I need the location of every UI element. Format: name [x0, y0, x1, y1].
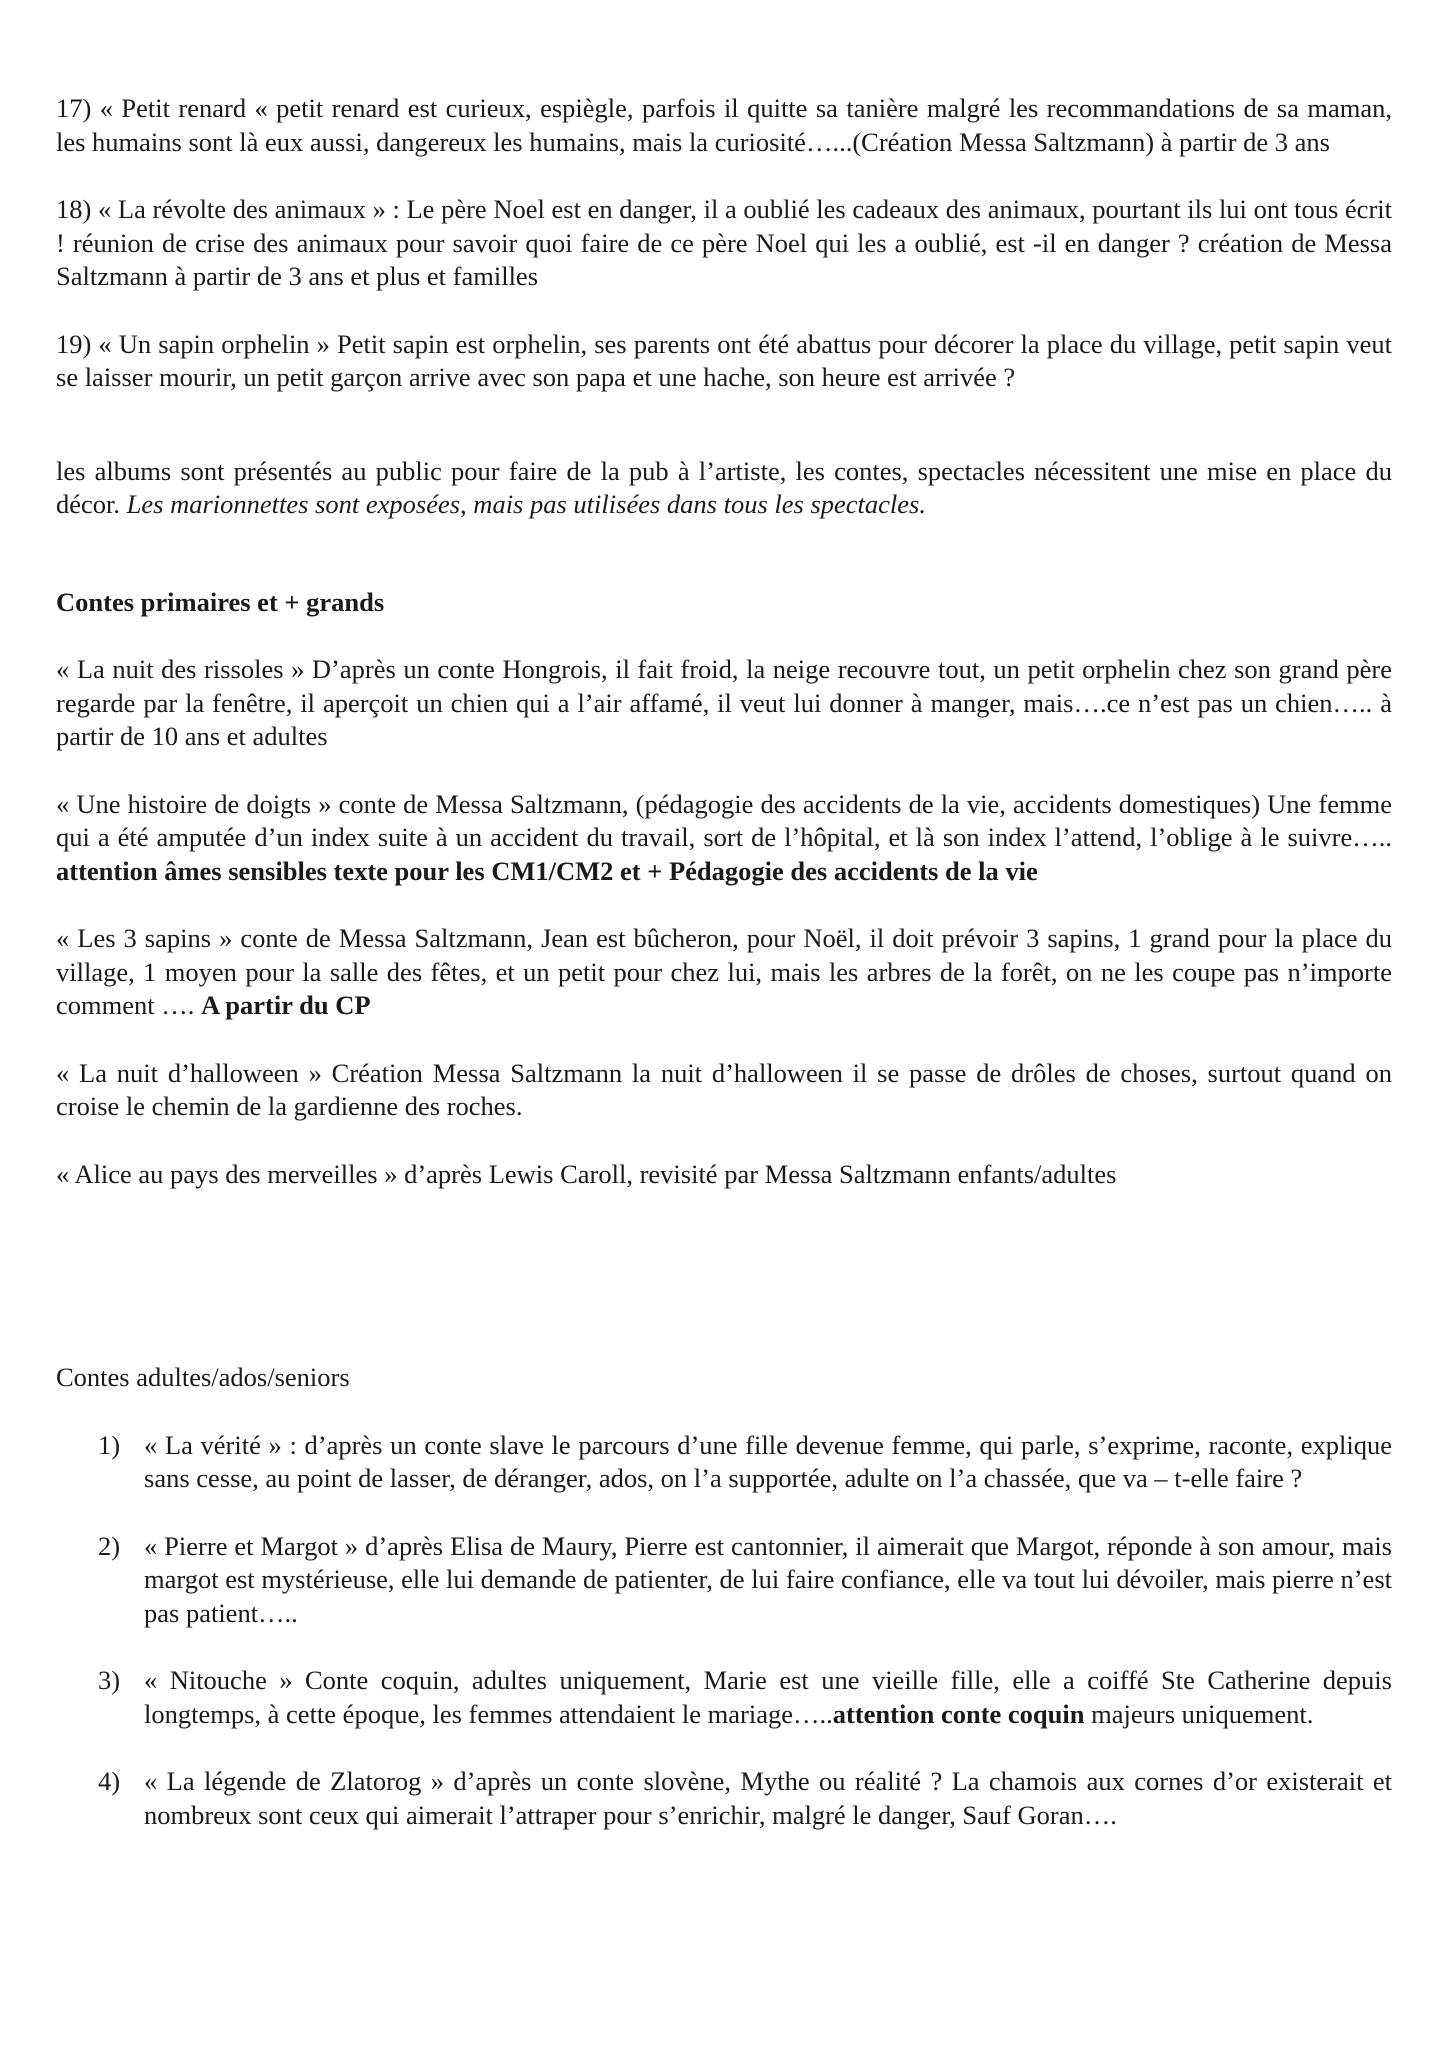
list-item: [56, 1765, 1392, 1832]
list-number: 1): [98, 1429, 121, 1460]
story-item-18: 18) « La révolte des animaux » : Le père Noel est en danger, il a oublié les cadeaux des animaux, pourtant ils lui ont tous écrit ! réunion de crise des animaux pour savoir quoi faire de ce père Noel qui les a oublié, est -il en danger ? création de Messa Saltzmann à partir de 3 ans et plus et familles: [56, 194, 1392, 291]
tale-tail: majeurs uniquement.: [1084, 1698, 1314, 1729]
tale-text: « Les 3 sapins » conte de Messa Saltzmann, Jean est bûcheron, pour Noël, il doit prévoir 3 sapins, 1 grand pour la place du village, 1 moyen pour la salle des fêtes, et un petit pour chez lui, mais les arbres de la forêt, on ne les coupe pas n’importe comment ….: [56, 923, 1392, 1020]
albums-note: [56, 455, 1392, 522]
story-item-17: 17) « Petit renard « petit renard est curieux, espiègle, parfois il quitte sa tanière malgré les recommandations de sa maman, les humains sont là eux aussi, dangereux les humains, mais la curiosité…...(Création Messa Saltzmann) à partir de 3 ans: [56, 93, 1392, 157]
list-number: 4): [98, 1766, 121, 1796]
tale-text: « Une histoire de doigts » conte de Messa Saltzmann, (pédagogie des accidents de la vie, accidents domestiques) Une femme qui a été amputée d’un index suite à un accident du travail, sort de l’hôpital, et là son index l’attend, l’oblige à le suivre…..: [56, 788, 1392, 852]
tale-text: « La nuit d’halloween » Création Messa Saltzmann la nuit d’halloween il se passe de drôles de choses, surtout quand on croise le chemin de la gardienne des roches.: [56, 1057, 1392, 1121]
tale-warning: attention conte coquin: [832, 1698, 1085, 1729]
tale-alice: [56, 1158, 1392, 1192]
section-heading-primaires: Contes primaires et + grands: [56, 586, 385, 617]
albums-note-text: les albums sont présentés au public pour faire de la pub à l’artiste, les contes, spectacles nécessitent une mise en place du décor.: [56, 455, 1392, 519]
list-item: [56, 1530, 1392, 1631]
tale-rissoles: [56, 653, 1392, 754]
list-item: [56, 1429, 1392, 1496]
document-page: [56, 92, 1392, 1832]
tale-text: « Nitouche » Conte coquin, adultes uniquement, Marie est une vieille fille, elle a coiffé Ste Catherine depuis longtemps, à cette époque, les femmes attendaient le mariage…..: [144, 1665, 1392, 1729]
tale-warning: attention âmes sensibles texte pour les CM1/CM2 et + Pédagogie des accidents de la vie: [56, 855, 1038, 886]
tale-age: A partir du CP: [201, 990, 371, 1020]
tale-text: « Pierre et Margot » d’après Elisa de Maury, Pierre est cantonnier, il aimerait que Margot, réponde à son amour, mais margot est mystérieuse, elle lui demande de patienter, de lui faire confiance, elle va tout lui dévoiler, mais pierre n’est pas patient…..: [144, 1530, 1392, 1628]
albums-note-italic: Les marionnettes sont exposées, mais pas utilisées dans tous les spectacles.: [126, 489, 926, 519]
tale-text: « La nuit des rissoles » D’après un conte Hongrois, il fait froid, la neige recouvre tout, un petit orphelin chez son grand père regarde par la fenêtre, il aperçoit un chien qui a l’air affamé, il veut lui donner à manger, mais….ce n’est pas un chien….. à partir de 10 ans et adultes: [56, 654, 1392, 751]
list-number: 3): [98, 1665, 121, 1695]
tale-3-sapins: [56, 922, 1392, 1023]
tale-text: « La légende de Zlatorog » d’après un conte slovène, Mythe ou réalité ? La chamois aux cornes d’or existerait et nombreux sont ceux qui aimerait l’attraper pour s’enrichir, malgré le danger, Sauf Goran….: [144, 1766, 1392, 1830]
story-item-19: 19) « Un sapin orphelin » Petit sapin est orphelin, ses parents ont été abattus pour décorer la place du village, petit sapin veut se laisser mourir, un petit garçon arrive avec son papa et une hache, son heure est arrivée ?: [56, 328, 1392, 392]
section-heading-adultes: Contes adultes/ados/seniors: [56, 1362, 350, 1392]
adult-tales-list: [56, 1429, 1392, 1833]
tale-text: « La vérité » : d’après un conte slave le parcours d’une fille devenue femme, qui parle, s’exprime, raconte, explique sans cesse, au point de lasser, de déranger, ados, on l’a supportée, adulte on l’a chassée, que va – t-elle faire ?: [144, 1429, 1392, 1493]
tale-doigts: [56, 788, 1392, 889]
list-number: 2): [98, 1530, 121, 1561]
tale-text: « Alice au pays des merveilles » d’après Lewis Caroll, revisité par Messa Saltzmann enfants/adultes: [56, 1158, 1117, 1189]
tale-halloween: [56, 1057, 1392, 1124]
list-item: [56, 1664, 1392, 1731]
